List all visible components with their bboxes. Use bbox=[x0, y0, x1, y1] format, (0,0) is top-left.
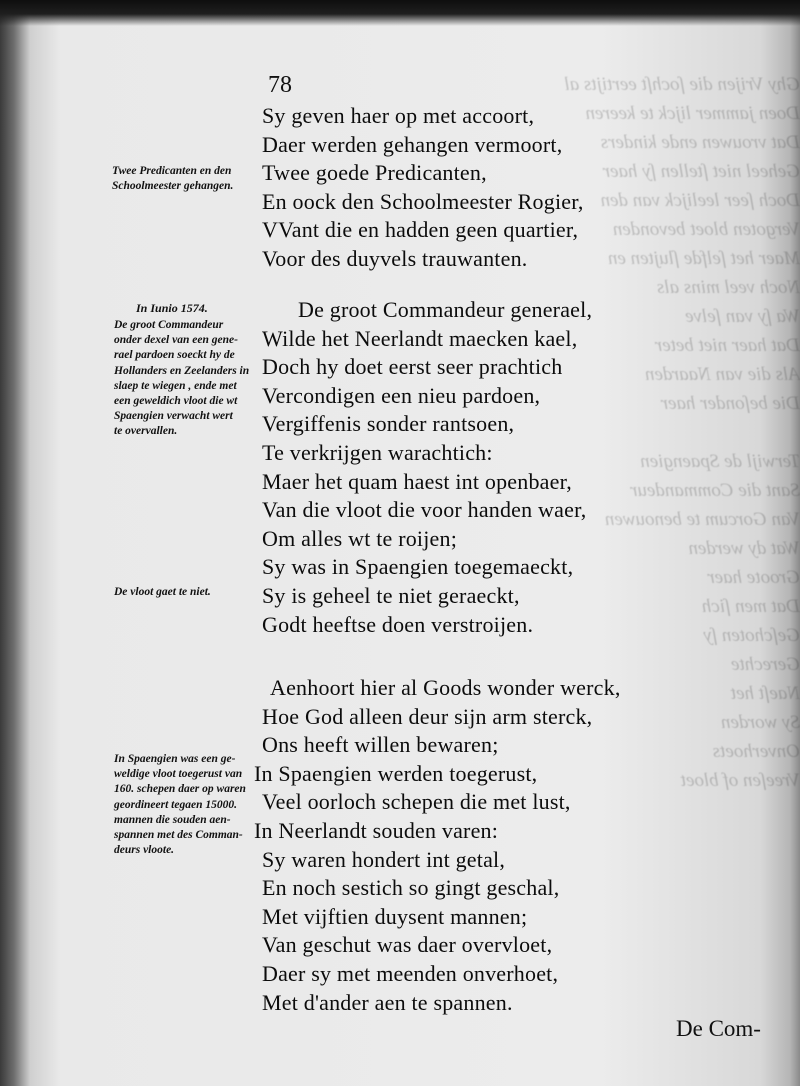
verse-line: Twee goede Predicanten, bbox=[262, 160, 487, 186]
verse-line: Met d'ander aen te spannen. bbox=[262, 989, 513, 1015]
verse-line: Met vijftien duysent mannen; bbox=[262, 903, 528, 929]
verse-line: Vergiffenis sonder rantsoen, bbox=[262, 411, 515, 437]
note-line: mannen die souden aen- bbox=[114, 813, 231, 826]
verse-line: In Spaengien werden toegerust, bbox=[254, 760, 538, 786]
verse-line: Daer sy met meenden onverhoet, bbox=[262, 960, 559, 986]
verse-line: Aenhoort hier al Goods wonder werck, bbox=[270, 675, 621, 700]
verse-line: Van die vloot die voor handen waer, bbox=[262, 497, 587, 523]
verse-line: Daer werden gehangen vermoort, bbox=[262, 131, 563, 157]
verse-line: Sy is geheel te niet geraeckt, bbox=[262, 582, 520, 608]
note-line: rael pardoen soeckt hy de bbox=[114, 349, 235, 362]
verse-line: Van geschut was daer overvloet, bbox=[262, 932, 553, 958]
note-line: spannen met des Comman- bbox=[114, 829, 243, 842]
verse-line: Te verkrijgen warachtich: bbox=[262, 439, 493, 465]
page-number: 78 bbox=[268, 72, 292, 98]
margin-note-date bbox=[136, 301, 296, 316]
verse-line: Voor des duyvels trauwanten. bbox=[262, 245, 528, 271]
verse-line: Ons heeft willen bewaren; bbox=[262, 732, 499, 758]
note-line: De groot Commandeur bbox=[114, 319, 224, 331]
note-line: Hollanders en Zeelanders in bbox=[114, 364, 250, 377]
note-line: 160. schepen daer op waren bbox=[114, 783, 246, 796]
note-line: een geweldich vloot die wt bbox=[114, 395, 238, 408]
stanza-3 bbox=[254, 674, 621, 1017]
note-line: deurs vloote. bbox=[114, 844, 175, 857]
verse-line: En oock den Schoolmeester Rogier, bbox=[262, 188, 584, 214]
margin-note-spain bbox=[114, 752, 274, 858]
margin-note-preachers bbox=[112, 164, 272, 194]
verse-line: Maer het quam haest int openbaer, bbox=[262, 468, 572, 494]
verse-line: Sy geven haer op met accoort, bbox=[262, 103, 535, 128]
margin-note-fleet bbox=[114, 585, 274, 600]
stanza-2 bbox=[262, 296, 592, 639]
verse-line: Sy waren hondert int getal, bbox=[262, 846, 506, 872]
verse-line: Veel oorloch schepen die met lust, bbox=[262, 789, 571, 815]
page-top-shadow bbox=[0, 0, 800, 26]
note-line: geordineert tegaen 15000. bbox=[114, 798, 237, 811]
note-line: Twee Predicanten en den bbox=[112, 165, 232, 177]
note-line: In Spaengien was een ge- bbox=[114, 753, 236, 765]
stanza-1 bbox=[262, 102, 584, 274]
verse-line: Sy was in Spaengien toegemaeckt, bbox=[262, 554, 574, 580]
verse-line: Vercondigen een nieu pardoen, bbox=[262, 382, 541, 408]
verse-line: VVant die en hadden geen quartier, bbox=[262, 217, 579, 243]
verse-line: In Neerlandt souden varen: bbox=[254, 817, 499, 843]
show-through-text: Ghy Vrijen die ſochſt eertijts al Doen jammer lijck te keeren Dat vrouwen ende kinders Geheel niet ſtellen ſy haer Doch ſeer leelijck van den Vergoten bloet bevonden Maer het ſelfde ſlujten en Noch veel mins als Wa ſy van ſelve Dat haer niet beter Als die van Naarden Die beſonder haer Terwijl de Spaengien Sant die Commandeur Van Gorcum te benouwen Wat dy werden Groote haer Dat men ſich Geſchoten ſy Gerechte Naeſt het Sy worden Onverhoets Vreeſen of bloet bbox=[564, 74, 800, 791]
note-line: slaep te wiegen , ende met bbox=[114, 379, 237, 392]
note-line: weldige vloot toegerust van bbox=[114, 768, 243, 781]
verse-line: En noch sestich so gingt geschal, bbox=[262, 875, 560, 901]
verse-line: Hoe God alleen deur sijn arm sterck, bbox=[262, 703, 593, 729]
note-line: De vloot gaet te niet. bbox=[114, 586, 211, 598]
catchword: De Com- bbox=[676, 1016, 761, 1041]
note-line: te overvallen. bbox=[114, 425, 178, 438]
verse-line: Doch hy doet eerst seer prachtich bbox=[262, 354, 563, 380]
note-line: In Iunio 1574. bbox=[136, 301, 208, 315]
verse-line: Godt heeftse doen verstroijen. bbox=[262, 611, 534, 637]
note-line: Spaengien verwacht wert bbox=[114, 410, 233, 423]
note-line: Schoolmeester gehangen. bbox=[112, 180, 234, 193]
note-line: onder dexel van een gene- bbox=[114, 334, 238, 347]
verse-line: Om alles wt te roijen; bbox=[262, 525, 458, 551]
verse-line: Wilde het Neerlandt maecken kael, bbox=[262, 325, 578, 351]
verse-line: De groot Commandeur generael, bbox=[298, 297, 593, 322]
margin-note-commandeur bbox=[114, 318, 274, 440]
